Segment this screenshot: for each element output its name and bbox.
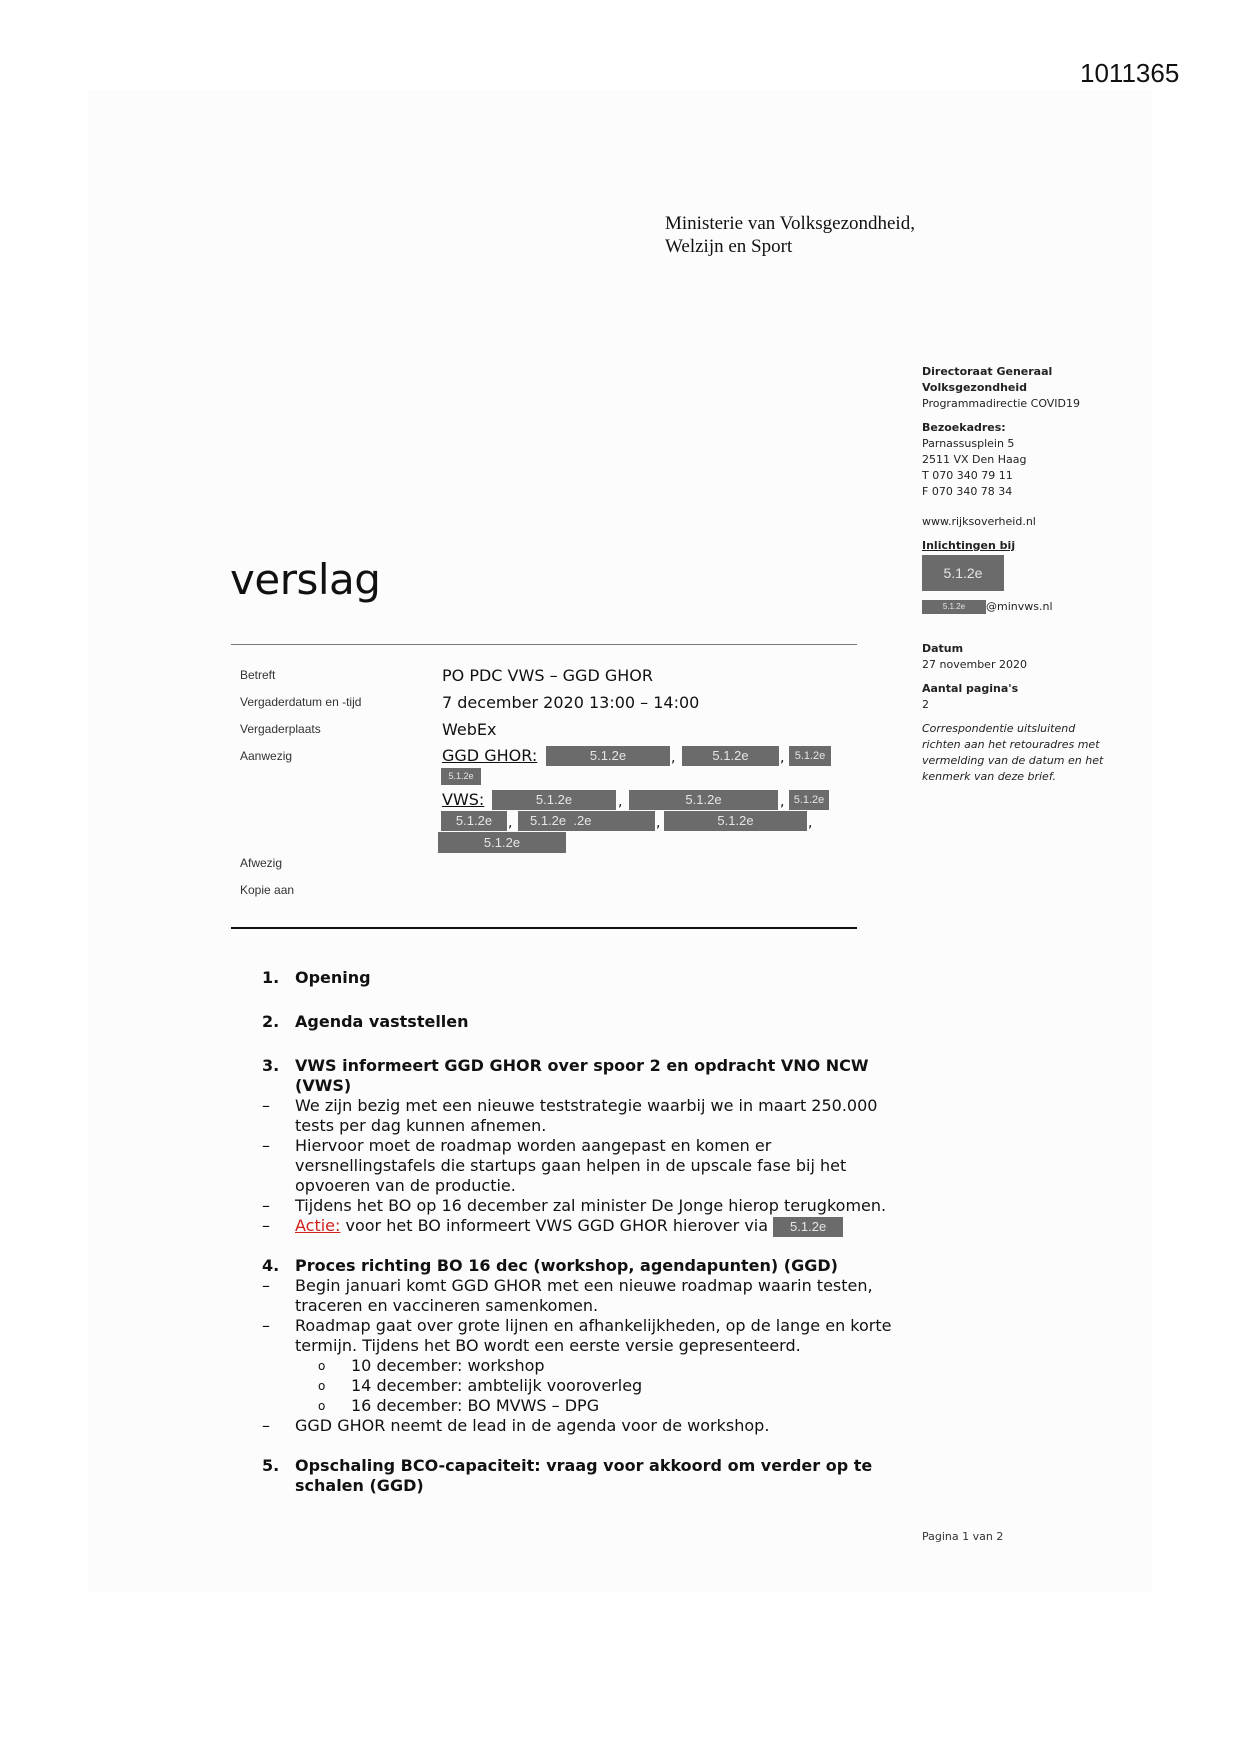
redaction: 5.1.2e bbox=[664, 811, 807, 831]
action-item: – Actie: voor het BO informeert VWS GGD GHOR hierover via 5.1.2e bbox=[262, 1216, 912, 1237]
datetime-label: Vergaderdatum en -tijd bbox=[240, 695, 362, 709]
fax: F 070 340 78 34 bbox=[922, 485, 1013, 498]
agenda-item-1: 1. Opening bbox=[262, 968, 371, 987]
document-id: 1011365 bbox=[1080, 58, 1180, 88]
place-value: WebEx bbox=[442, 720, 497, 739]
agenda-title: VWS informeert GGD GHOR over spoor 2 en opdracht VNO NCW (VWS) bbox=[295, 1056, 869, 1095]
redaction: 5.1.2e bbox=[546, 746, 670, 766]
ministry-logo-text bbox=[665, 212, 915, 258]
present-label: Aanwezig bbox=[240, 749, 293, 763]
list-item: – We zijn bezig met een nieuwe teststrategie waarbij we in maart 250.000 tests per dag kunnen afnemen. bbox=[262, 1096, 878, 1135]
redaction: 5.1.2e bbox=[789, 746, 831, 766]
top-divider bbox=[231, 644, 857, 645]
sidebar-colofon bbox=[922, 364, 1122, 785]
info-label: Inlichtingen bij bbox=[922, 539, 1016, 552]
correspondence-note: Correspondentie uitsluitend richten aan het retouradres met vermelding van de datum en het kenmerk van deze brief. bbox=[922, 722, 1104, 783]
datetime-value: 7 december 2020 13:00 – 14:00 bbox=[442, 693, 700, 712]
absent-label: Afwezig bbox=[240, 856, 283, 870]
agenda-title: Proces richting BO 16 dec (workshop, agendapunten) (GGD) bbox=[295, 1256, 838, 1275]
subject-label: Betreft bbox=[240, 668, 276, 682]
page-number: Pagina 1 van 2 bbox=[922, 1530, 1004, 1543]
agenda-item-5: 5. Opschaling BCO-capaciteit: vraag voor akkoord om verder op te schalen (GGD) bbox=[262, 1456, 882, 1496]
redaction: 5.1.2e bbox=[441, 811, 507, 831]
sub-item: o 14 december: ambtelijk vooroverleg bbox=[318, 1376, 643, 1395]
attendees-ggd bbox=[442, 746, 537, 765]
agenda-title: Agenda vaststellen bbox=[295, 1012, 469, 1031]
sub-item: o 10 december: workshop bbox=[318, 1356, 545, 1375]
info-redaction: 5.1.2e bbox=[922, 555, 1004, 591]
list-item: – Tijdens het BO op 16 december zal minister De Jonge hierop terugkomen. bbox=[262, 1196, 887, 1215]
list-item: – Hiervoor moet de roadmap worden aangepast en komen er versnellingstafels die startups gaan helpen in de upscale fase bij het opvoeren van de productie. bbox=[262, 1136, 847, 1195]
phone: T 070 340 79 11 bbox=[922, 469, 1013, 482]
ministry-line-1: Ministerie van Volksgezondheid, bbox=[665, 213, 915, 234]
redaction: 5.1.2e bbox=[773, 1217, 843, 1237]
agenda-item-3: 3. VWS informeert GGD GHOR over spoor 2 en opdracht VNO NCW (VWS) – We zijn bezig met een nieuwe teststrategie waarbij we in maart 250.000 tests per dag kunnen afnemen. – Hiervoor moet de roadmap worden aangepast en komen er versnellingstafels die startups gaan helpen in de upscale fase bij het opvoeren van de productie. – Tijdens het BO op 16 december zal minister De Jonge hierop terugkomen. – Actie: voor het BO informeert VWS GGD GHOR hierover via 5.1.2e bbox=[262, 1056, 912, 1237]
list-item: – Roadmap gaat over grote lijnen en afhankelijkheden, op de lange en korte termijn. Tijdens het BO wordt een eerste versie gepresenteerd. bbox=[262, 1316, 892, 1355]
redaction: 5.1.2e bbox=[438, 832, 566, 853]
redaction: 5.1.2e .2e bbox=[518, 811, 655, 831]
pages-label: Aantal pagina's bbox=[922, 682, 1019, 695]
place-label: Vergaderplaats bbox=[240, 722, 321, 736]
agenda-title: Opening bbox=[295, 968, 371, 987]
org-line-2: Volksgezondheid bbox=[922, 381, 1028, 394]
subject-value: PO PDC VWS – GGD GHOR bbox=[442, 666, 653, 685]
list-item: – Begin januari komt GGD GHOR met een nieuwe roadmap waarin testen, traceren en vaccineren samenkomen. bbox=[262, 1276, 873, 1315]
org-line-3: Programmadirectie COVID19 bbox=[922, 397, 1081, 410]
document-title: verslag bbox=[230, 555, 381, 604]
sub-item: o 16 december: BO MVWS – DPG bbox=[318, 1396, 600, 1415]
copy-label: Kopie aan bbox=[240, 883, 295, 897]
agenda-item-4: 4. Proces richting BO 16 dec (workshop, agendapunten) (GGD) – Begin januari komt GGD GHOR met een nieuwe roadmap waarin testen, traceren en vaccineren samenkomen. – Roadmap gaat over grote lijnen en afhankelijkheden, op de lange en korte termijn. Tijdens het BO wordt een eerste versie gepresenteerd. o 10 december: workshop o 14 december: ambtelijk vooroverleg o 16 december: BO MVWS – DPG – GGD GHOR neemt de lead in de agenda voor de workshop. bbox=[262, 1256, 922, 1436]
redaction: 5.1.2e bbox=[441, 768, 481, 785]
ggd-label: GGD GHOR: bbox=[442, 746, 538, 765]
date-value: 27 november 2020 bbox=[922, 658, 1027, 671]
bottom-divider bbox=[231, 927, 857, 929]
agenda-item-2: 2. Agenda vaststellen bbox=[262, 1012, 469, 1031]
redaction: 5.1.2e bbox=[492, 790, 616, 810]
redaction: 5.1.2e bbox=[789, 790, 829, 810]
email-domain: @minvws.nl bbox=[986, 600, 1053, 613]
list-item: – GGD GHOR neemt de lead in de agenda voor de workshop. bbox=[262, 1416, 770, 1435]
ministry-line-2: Welzijn en Sport bbox=[665, 236, 793, 257]
vws-label: VWS: bbox=[442, 790, 485, 809]
date-label: Datum bbox=[922, 642, 964, 655]
website-link[interactable]: www.rijksoverheid.nl bbox=[922, 515, 1036, 528]
pages-value: 2 bbox=[922, 698, 929, 711]
redaction: 5.1.2e bbox=[629, 790, 778, 810]
email-redaction: 5.1.2e bbox=[922, 600, 986, 614]
visit-address-label: Bezoekadres: bbox=[922, 421, 1006, 434]
street: Parnassusplein 5 bbox=[922, 437, 1015, 450]
action-label: Actie: bbox=[295, 1216, 341, 1235]
city: 2511 VX Den Haag bbox=[922, 453, 1027, 466]
agenda-title: Opschaling BCO-capaciteit: vraag voor akkoord om verder op te schalen (GGD) bbox=[295, 1456, 873, 1495]
org-line-1: Directoraat Generaal bbox=[922, 365, 1053, 378]
redaction: 5.1.2e bbox=[682, 746, 779, 766]
